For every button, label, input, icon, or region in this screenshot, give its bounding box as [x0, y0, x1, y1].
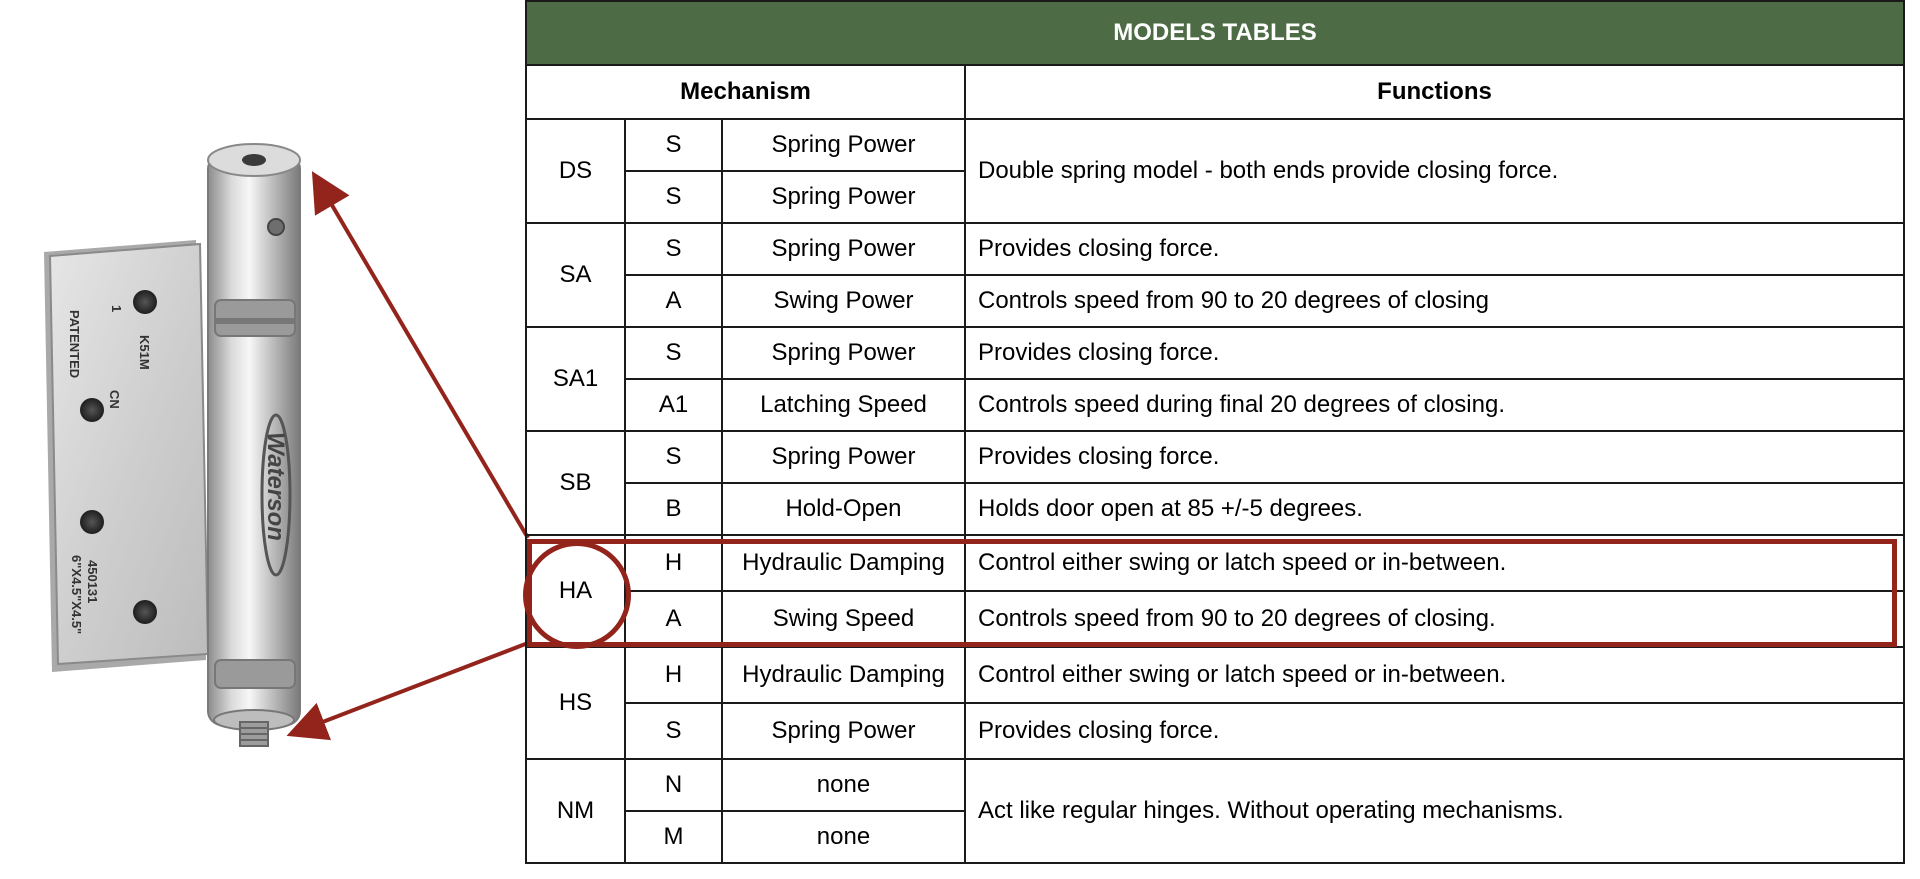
model-code-cell: SB	[526, 431, 625, 535]
mechanism-name-cell: Latching Speed	[722, 379, 965, 431]
function-cell: Provides closing force.	[965, 703, 1904, 759]
brand-logo-text: Waterson	[262, 432, 289, 541]
function-cell: Act like regular hinges. Without operating mechanisms.	[965, 759, 1904, 863]
function-cell: Controls speed during final 20 degrees of closing.	[965, 379, 1904, 431]
hex-socket	[242, 154, 266, 166]
mechanism-name-cell: Swing Speed	[722, 591, 965, 647]
model-code-cell: SA1	[526, 327, 625, 431]
model-code-cell: NM	[526, 759, 625, 863]
callout-arrow-bottom	[294, 643, 528, 733]
mechanism-name-cell: Spring Power	[722, 171, 965, 223]
table-row	[526, 431, 1904, 483]
screw-hole	[133, 290, 157, 314]
mechanism-letter-cell: S	[625, 431, 722, 483]
mechanism-letter-cell: N	[625, 759, 722, 811]
hinge-barrel	[208, 144, 300, 746]
mechanism-letter-cell: S	[625, 703, 722, 759]
mechanism-letter-cell: A	[625, 591, 722, 647]
hinge-leaf	[44, 240, 208, 672]
header-functions: Functions	[965, 65, 1904, 119]
table-row-highlighted	[526, 535, 1904, 591]
stamp-line: PATENTED	[67, 310, 82, 379]
stamp-line: K51M	[137, 335, 152, 370]
mechanism-letter-cell: S	[625, 171, 722, 223]
table-row	[526, 327, 1904, 379]
function-cell: Provides closing force.	[965, 327, 1904, 379]
table-row	[526, 379, 1904, 431]
header-mechanism: Mechanism	[526, 65, 965, 119]
mechanism-name-cell: Hydraulic Damping	[722, 647, 965, 703]
function-cell: Controls speed from 90 to 20 degrees of closing	[965, 275, 1904, 327]
function-cell: Holds door open at 85 +/-5 degrees.	[965, 483, 1904, 535]
table-row	[526, 223, 1904, 275]
mechanism-letter-cell: B	[625, 483, 722, 535]
table-row	[526, 759, 1904, 811]
mechanism-letter-cell: S	[625, 327, 722, 379]
table-row	[526, 703, 1904, 759]
adjust-screw	[268, 219, 284, 235]
table-row	[526, 275, 1904, 327]
mechanism-letter-cell: M	[625, 811, 722, 863]
table-title: MODELS TABLES	[526, 1, 1904, 65]
mechanism-name-cell: none	[722, 759, 965, 811]
model-code-cell: HS	[526, 647, 625, 759]
screw-hole	[133, 600, 157, 624]
mechanism-letter-cell: S	[625, 119, 722, 171]
mechanism-name-cell: Spring Power	[722, 431, 965, 483]
function-cell: Control either swing or latch speed or in-between.	[965, 535, 1904, 591]
mechanism-name-cell: Spring Power	[722, 223, 965, 275]
mechanism-name-cell: Hydraulic Damping	[722, 535, 965, 591]
model-code-cell: DS	[526, 119, 625, 223]
function-cell: Controls speed from 90 to 20 degrees of closing.	[965, 591, 1904, 647]
callout-arrow-top	[316, 178, 528, 538]
function-cell: Double spring model - both ends provide closing force.	[965, 119, 1904, 223]
table-row	[526, 647, 1904, 703]
model-code-cell-highlighted: HA	[526, 535, 625, 647]
mechanism-letter-cell: S	[625, 223, 722, 275]
mechanism-name-cell: Swing Power	[722, 275, 965, 327]
screw-hole	[80, 398, 104, 422]
stamp-line: 6"X4.5"X4.5"	[69, 555, 84, 635]
stamp-line: 1	[109, 305, 124, 313]
stamp-line: 450131	[85, 560, 100, 604]
mechanism-name-cell: Spring Power	[722, 703, 965, 759]
screw-hole	[80, 510, 104, 534]
models-table	[525, 0, 1905, 864]
mechanism-name-cell: none	[722, 811, 965, 863]
mechanism-letter-cell: A	[625, 275, 722, 327]
table-row-highlighted	[526, 591, 1904, 647]
mechanism-name-cell: Hold-Open	[722, 483, 965, 535]
mechanism-name-cell: Spring Power	[722, 327, 965, 379]
mechanism-name-cell: Spring Power	[722, 119, 965, 171]
stamp-line: CN	[107, 390, 122, 409]
table-row	[526, 483, 1904, 535]
mechanism-letter-cell: H	[625, 535, 722, 591]
mechanism-letter-cell: A1	[625, 379, 722, 431]
table-row	[526, 119, 1904, 171]
function-cell: Provides closing force.	[965, 431, 1904, 483]
mechanism-letter-cell: H	[625, 647, 722, 703]
function-cell: Provides closing force.	[965, 223, 1904, 275]
function-cell: Control either swing or latch speed or in-between.	[965, 647, 1904, 703]
model-code-cell: SA	[526, 223, 625, 327]
